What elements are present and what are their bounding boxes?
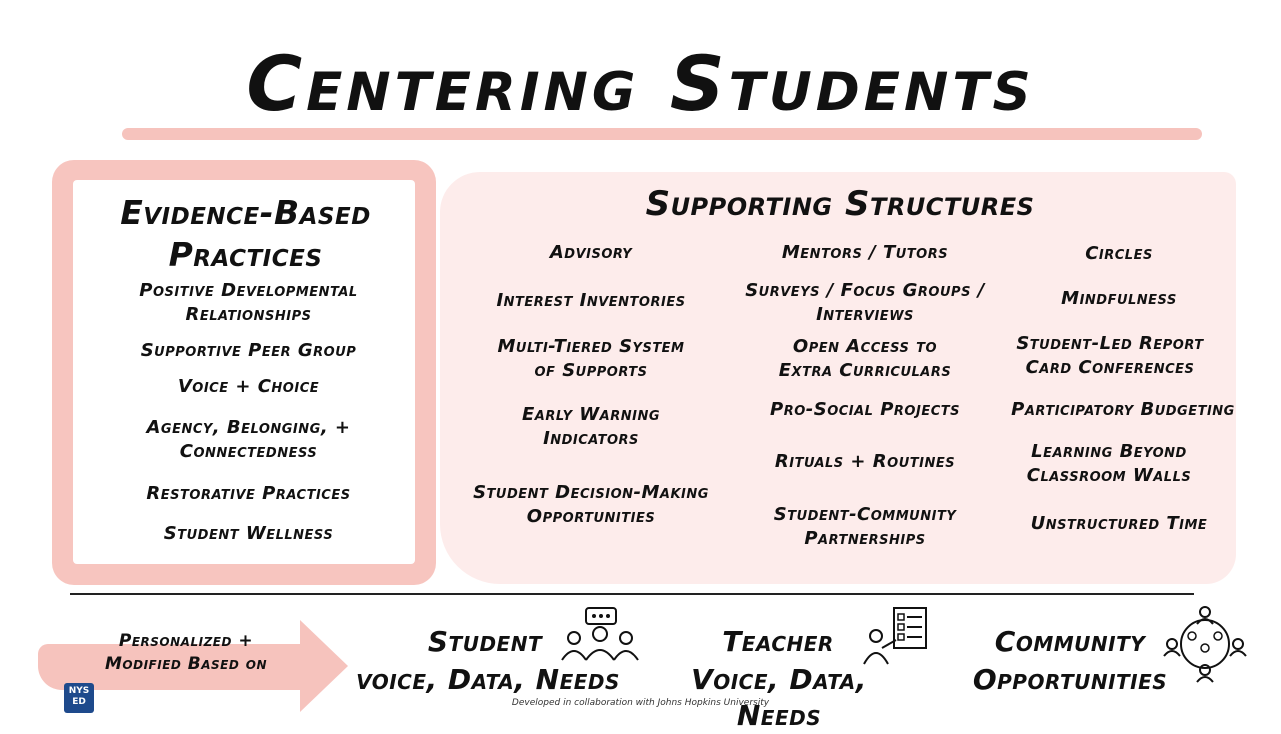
- ss-interest-inventories: Interest Inventories: [496, 290, 686, 311]
- evidence-based-heading: [73, 192, 418, 276]
- ss-rituals: Rituals + Routines: [774, 451, 956, 472]
- ss-circles: Circles: [1085, 243, 1153, 264]
- ss-early-warning: [460, 403, 722, 451]
- ss-unstructured-time: Unstructured Time: [1030, 513, 1208, 534]
- personalized-label: [84, 630, 288, 676]
- student-sublabel: voice, Data, Needs: [356, 663, 620, 696]
- ss-mtss: [460, 335, 722, 383]
- ebp-item-wellness: Student Wellness: [163, 523, 334, 544]
- ss-item-line: Multi-Tiered System: [497, 336, 685, 357]
- section-divider: [70, 593, 1194, 595]
- ebp-item-positive-relationships: [96, 279, 401, 327]
- ss-open-access: [730, 335, 1000, 383]
- ss-item-line: Extra Curriculars: [778, 360, 952, 381]
- footer-credit: Developed in collaboration with Johns Hopkins University: [511, 698, 770, 708]
- ss-item-line: Learning Beyond: [1031, 441, 1187, 462]
- teacher-checklist-icon: [852, 604, 930, 666]
- ebp-item-restorative: Restorative Practices: [146, 483, 351, 504]
- teacher-label: Teacher: [722, 625, 834, 658]
- community-label: Community: [994, 625, 1146, 658]
- ebp-item-agency: [96, 416, 401, 464]
- title-underline: [122, 128, 1202, 140]
- ss-participatory-budgeting: Participatory Budgeting: [1011, 399, 1235, 420]
- community-network-icon: [1160, 604, 1250, 686]
- ebp-item-line: Agency, Belonging, +: [146, 417, 351, 438]
- supporting-structures-heading: Supporting Structures: [645, 184, 1035, 224]
- ss-item-line: Classroom Walls: [1026, 465, 1192, 486]
- ss-item-line: Student-Led Report: [1016, 333, 1204, 354]
- ebp-item-line: Relationships: [185, 304, 312, 325]
- logo-line2: ED: [72, 697, 86, 707]
- page-title: Centering Students: [246, 39, 1035, 128]
- ss-item-line: Early Warning: [522, 404, 660, 425]
- personalized-line1: Personalized +: [118, 631, 254, 651]
- ebp-item-line: Connectedness: [179, 441, 318, 462]
- ebp-item-peer-group: Supportive Peer Group: [140, 340, 357, 361]
- ss-student-community: [730, 503, 1000, 551]
- student-label: Student: [427, 625, 543, 658]
- personalized-line2: Modified Based on: [105, 654, 267, 674]
- ss-pro-social: Pro-Social Projects: [770, 399, 960, 420]
- ss-mindfulness: Mindfulness: [1061, 288, 1177, 309]
- ss-item-line: Surveys / Focus Groups /: [745, 280, 985, 301]
- community-sublabel: Opportunities: [972, 663, 1168, 696]
- ss-learning-beyond: [996, 440, 1222, 488]
- ss-mentors: Mentors / Tutors: [781, 242, 949, 263]
- ss-report-card: [990, 332, 1230, 380]
- student-group-chat-icon: [556, 606, 644, 662]
- ss-item-line: Student Decision-Making: [473, 482, 709, 503]
- teacher-sublabel: Voice, Data, Needs: [691, 663, 867, 732]
- ss-item-line: Card Conferences: [1025, 357, 1195, 378]
- ss-surveys: [724, 279, 1006, 327]
- ss-item-line: Partnerships: [804, 528, 926, 549]
- ss-item-line: Student-Community: [773, 504, 957, 525]
- ss-advisory: Advisory: [549, 242, 633, 263]
- ebp-item-line: Positive Developmental: [139, 280, 358, 301]
- ebp-item-voice-choice: Voice + Choice: [177, 376, 320, 397]
- ss-item-line: Opportunities: [526, 506, 656, 527]
- logo-line1: NYS: [68, 686, 90, 696]
- ss-item-line: of Supports: [534, 360, 648, 381]
- ss-item-line: Indicators: [543, 428, 639, 449]
- evidence-based-heading-line2: Practices: [168, 235, 323, 274]
- ss-item-line: Interviews: [816, 304, 914, 325]
- ss-decision-making: [446, 481, 736, 529]
- evidence-based-heading-line1: Evidence-Based: [120, 193, 371, 232]
- ss-item-line: Open Access to: [792, 336, 938, 357]
